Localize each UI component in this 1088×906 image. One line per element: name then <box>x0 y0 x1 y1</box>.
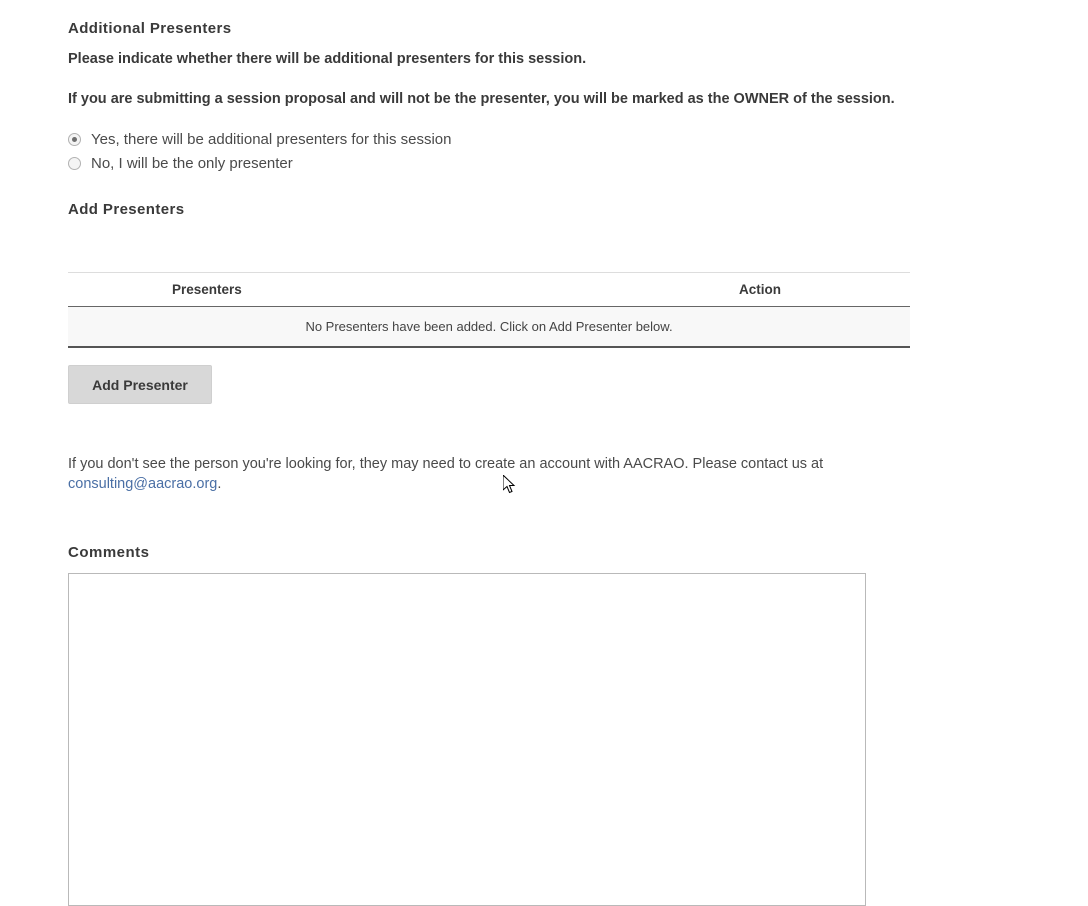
presenters-table <box>68 272 910 348</box>
radio-no-input[interactable] <box>68 157 81 170</box>
table-row <box>68 307 910 348</box>
support-email-link[interactable]: consulting@aacrao.org <box>68 476 218 492</box>
column-header-action: Action <box>610 273 910 307</box>
help-text <box>68 454 838 494</box>
table-header-row <box>68 273 910 307</box>
radio-yes-input[interactable] <box>68 133 81 146</box>
empty-state-message: No Presenters have been added. Click on Add Presenter below. <box>68 307 910 348</box>
add-presenter-button[interactable]: Add Presenter <box>68 365 212 404</box>
comments-textarea[interactable] <box>68 573 866 906</box>
radio-yes-label: Yes, there will be additional presenters for this session <box>91 131 452 148</box>
radio-no-label: No, I will be the only presenter <box>91 155 293 172</box>
add-presenters-heading: Add Presenters <box>68 201 185 218</box>
radio-option-no[interactable] <box>68 155 293 172</box>
comments-heading: Comments <box>68 544 150 561</box>
column-header-presenters: Presenters <box>68 273 610 307</box>
help-text-before: If you don't see the person you're looking for, they may need to create an account with AACRAO. Please contact us at <box>68 456 824 472</box>
radio-option-yes[interactable] <box>68 131 451 148</box>
page-title: Additional Presenters <box>68 20 232 37</box>
help-text-after: . <box>217 476 222 492</box>
instruction-primary: Please indicate whether there will be additional presenters for this session. <box>68 51 587 67</box>
instruction-owner-note: If you are submitting a session proposal and will not be the presenter, you will be marked as the OWNER of the session. <box>68 91 895 107</box>
